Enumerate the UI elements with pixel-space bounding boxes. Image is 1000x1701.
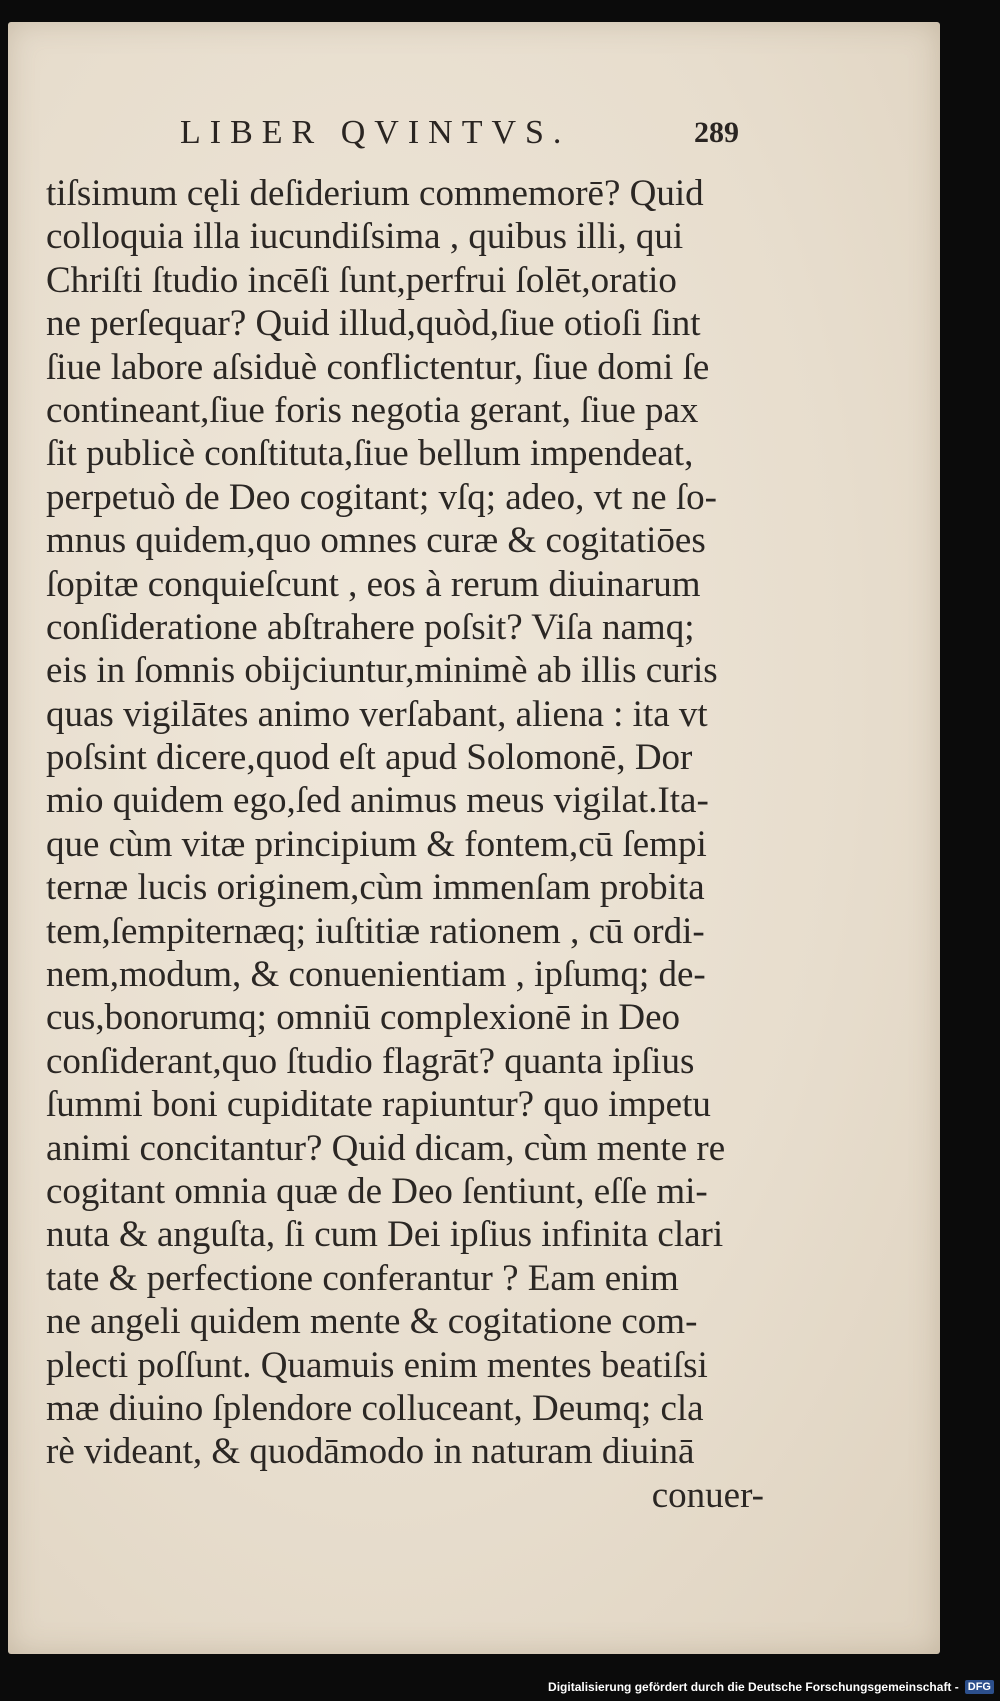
text-line: animi concitantur? Quid dicam, cùm mente re — [46, 1127, 726, 1169]
text-line: cogitant omnia quæ de Deo ſentiunt, eſſe mi- — [46, 1170, 708, 1212]
text-line: eis in ſomnis obijciuntur,minimè ab illis curis — [46, 650, 718, 692]
credit-text: Digitalisierung gefördert durch die Deutsche Forschungsgemeinschaft - — [548, 1680, 959, 1694]
page-header — [168, 114, 768, 164]
text-line: colloquia illa iucundiſsima , quibus illi, qui — [46, 216, 684, 258]
text-line: mæ diuino ſplendore colluceant, Deumq; cla — [46, 1387, 704, 1429]
text-line: mio quidem ego,ſed animus meus vigilat.Ita- — [46, 780, 709, 822]
text-line: tiſsimum cęli deſiderium commemorē? Quid — [46, 173, 704, 214]
running-title: LIBER QVINTVS. — [180, 114, 571, 151]
text-line: ſiue labore aſsiduè conflictentur, ſiue domi ſe — [46, 346, 710, 388]
text-line: ſopitæ conquieſcunt , eos à rerum diuinarum — [46, 563, 701, 605]
text-line: ternæ lucis originem,cùm immenſam probita — [46, 867, 705, 909]
text-line: nuta & anguſta, ſi cum Dei ipſius infinita clari — [46, 1214, 724, 1256]
page-number: 289 — [694, 116, 739, 149]
book-page — [8, 22, 940, 1654]
digitization-credit — [548, 1677, 994, 1697]
text-line: contineant,ſiue foris negotia gerant, ſiue pax — [46, 389, 699, 431]
text-line: conuer- — [651, 1474, 764, 1516]
body-text — [46, 172, 766, 1517]
text-line: mnus quidem,quo omnes curæ & cogitatiōes — [46, 520, 706, 562]
text-line: tate & perfectione conferantur ? Eam enim — [46, 1257, 679, 1299]
text-line: conſideratione abſtrahere poſsit? Viſa namq; — [46, 606, 695, 648]
text-line: ſummi boni cupiditate rapiuntur? quo impetu — [46, 1084, 711, 1126]
text-line: quas vigilātes animo verſabant, aliena : ita vt — [46, 693, 708, 735]
text-line: plecti poſſunt. Quamuis enim mentes beatiſsi — [46, 1344, 708, 1386]
text-line: cus,bonorumq; omniū complexionē in Deo — [46, 997, 681, 1039]
text-line: Chriſti ſtudio incēſi ſunt,perfrui ſolēt,oratio — [46, 259, 677, 301]
text-line: poſsint dicere,quod eſt apud Solomonē, Dor — [46, 737, 693, 779]
text-line: conſiderant,quo ſtudio flagrāt? quanta ipſius — [46, 1040, 695, 1082]
text-line: perpetuò de Deo cogitant; vſq; adeo, vt ne ſo- — [46, 476, 717, 518]
text-line: ne perſequar? Quid illud,quòd,ſiue otioſi ſint — [46, 303, 701, 345]
text-line: ſit publicè conſtituta,ſiue bellum impendeat, — [46, 433, 694, 475]
text-line: rè videant, & quodāmodo in naturam diuinā — [46, 1431, 695, 1473]
text-line: tem,ſempiternæq; iuſtitiæ rationem , cū ordi- — [46, 910, 705, 952]
text-line: ne angeli quidem mente & cogitatione com- — [46, 1301, 698, 1343]
text-line: que cùm vitæ principium & fontem,cū ſempi — [46, 823, 707, 865]
text-line: nem,modum, & conuenientiam , ipſumq; de- — [46, 954, 706, 996]
dfg-logo: DFG — [965, 1680, 994, 1694]
